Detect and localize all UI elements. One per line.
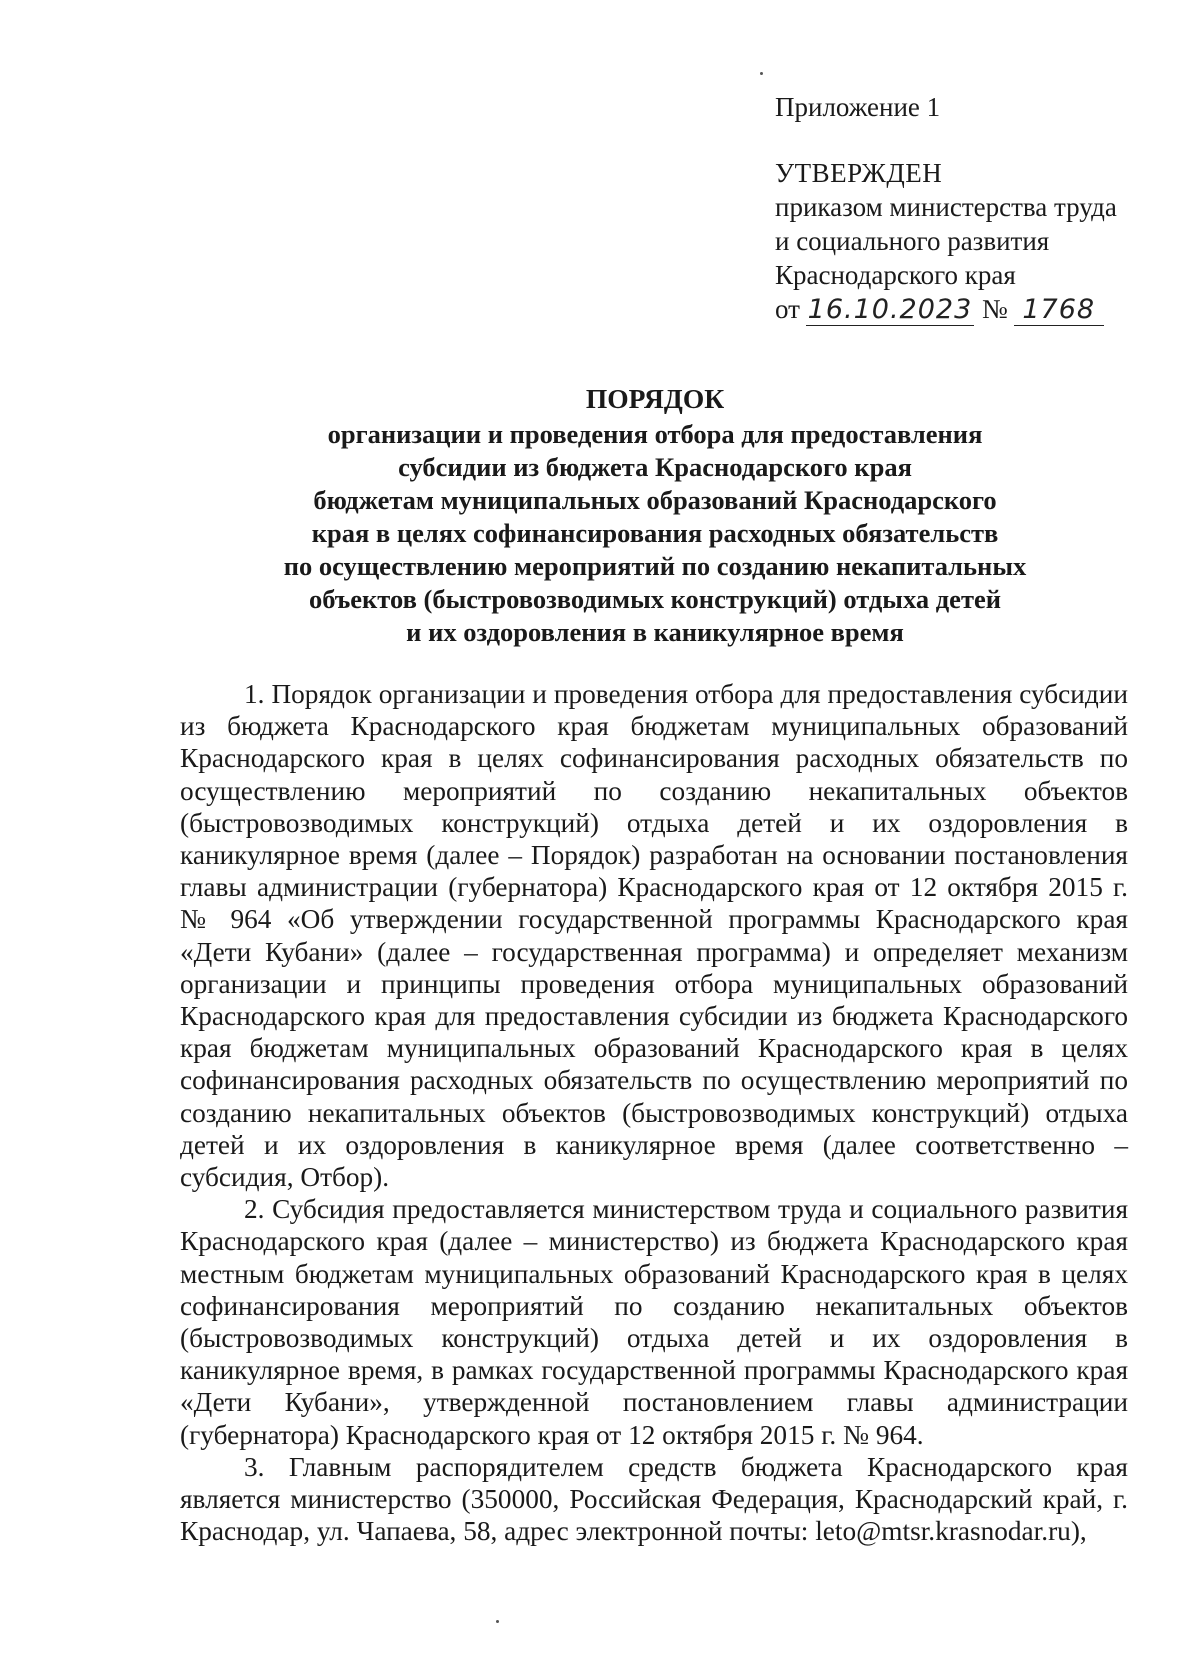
title-subtitle-line: и их оздоровления в каникулярное время [406,617,904,647]
title-subtitle-line: края в целях софинансирования расходных обязательств [311,518,999,548]
title-subtitle-line: по осуществлению мероприятий по созданию некапитальных [283,551,1027,581]
document-body [180,678,1128,1547]
approval-stamp-block [775,90,1175,326]
paragraph-1: 1. Порядок организации и проведения отбора для предоставления субсидии из бюджета Краснодарского края бюджетам муниципальных образований Краснодарского края в целях софинансирования расходных обязательств по осуществлению мероприятий по созданию некапитальных объектов (быстровозводимых конструкций) отдыха детей и их оздоровления в каникулярное время (далее – Порядок) разработан на основании постановления главы администрации (губернатора) Краснодарского края от 12 октября 2015 г. № 964 «Об утверждении государственной программы Краснодарского края «Дети Кубани» (далее – государственная программа) и определяет механизм организации и принципы проведения отбора муниципальных образований Краснодарского края для предоставления субсидии из бюджета Краснодарского края бюджетам муниципальных образований Краснодарского края в целях софинансирования расходных обязательств по осуществлению мероприятий по созданию некапитальных объектов (быстровозводимых конструкций) отдыха детей и их оздоровления в каникулярное время (далее соответственно – субсидия, Отбор). [180,679,1128,1193]
approval-date-number-line [775,292,1175,326]
document-title: ПОРЯДОК [585,383,725,414]
number-prefix: № [981,294,1008,324]
title-subtitle-line: организации и проведения отбора для предоставления [327,419,983,449]
approved-heading: УТВЕРЖДЕН [775,158,943,188]
date-prefix: от [775,294,800,324]
appendix-label: Приложение 1 [775,92,941,122]
approval-line: Краснодарского края [775,260,1016,290]
approval-line: приказом министерства труда [775,192,1117,222]
approval-line: и социального развития [775,226,1050,256]
scan-speck [760,72,763,75]
handwritten-number: 1768 [1014,295,1104,326]
title-subtitle-line: субсидии из бюджета Краснодарского края [398,452,912,482]
document-title-block [180,382,1130,649]
title-subtitle-line: объектов (быстровозводимых конструкций) отдыха детей [308,584,1001,614]
paragraph-3: 3. Главным распорядителем средств бюджета Краснодарского края является министерство (350000, Российская Федерация, Краснодарский край, г. Краснодар, ул. Чапаева, 58, адрес электронной почты: leto@mtsr.krasnodar.ru), [180,1451,1128,1547]
paragraph-2: 2. Субсидия предоставляется министерством труда и социального развития Краснодарского края (далее – министерство) из бюджета Краснодарского края местным бюджетам муниципальных образований Краснодарского края в целях софинансирования мероприятий по созданию некапитальных объектов (быстровозводимых конструкций) отдыха детей и их оздоровления в каникулярное время, в рамках государственной программы Краснодарского края «Дети Кубани», утвержденной постановлением главы администрации (губернатора) Краснодарского края от 12 октября 2015 г. № 964. [180,1194,1128,1450]
title-subtitle-line: бюджетам муниципальных образований Краснодарского [313,485,997,515]
scan-speck [496,1620,499,1623]
handwritten-date: 16.10.2023 [807,294,973,325]
